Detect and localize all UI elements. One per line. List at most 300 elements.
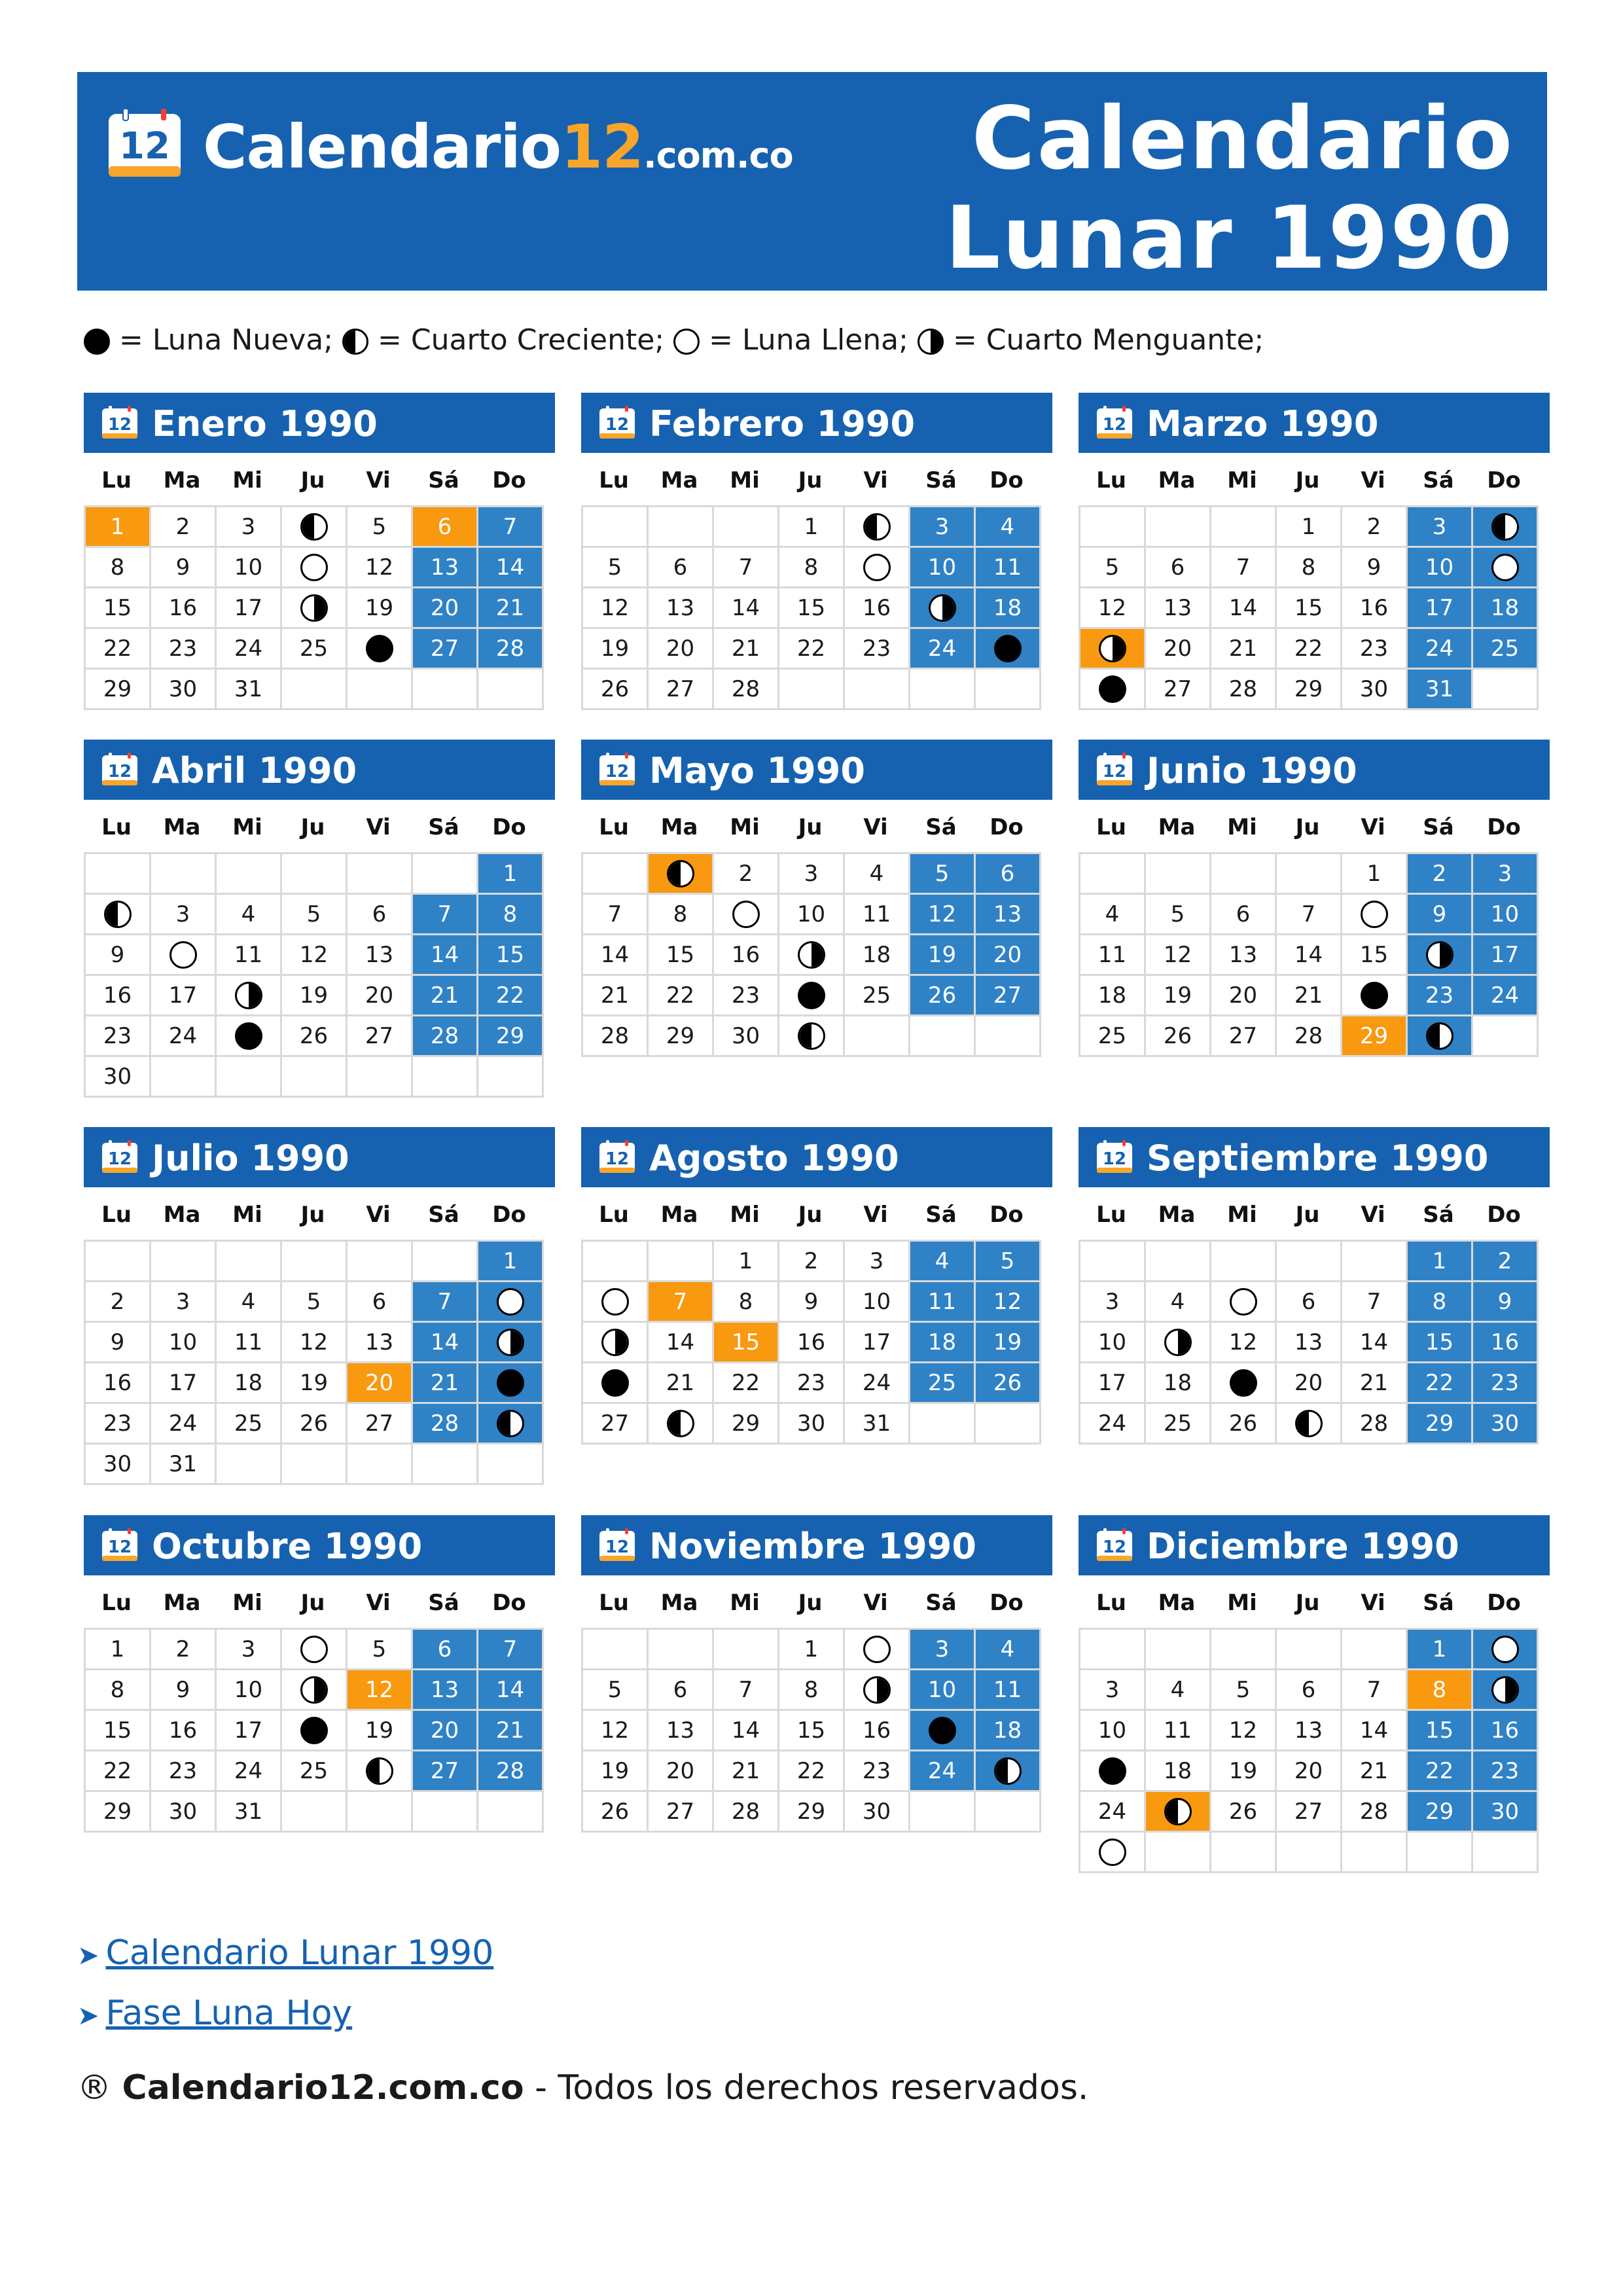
day-cell: [1146, 1363, 1211, 1404]
day-cell-moon-phase: [649, 1404, 714, 1444]
day-number: 21: [1359, 1369, 1389, 1396]
day-cell-moon-phase: [845, 548, 910, 588]
day-cell: [583, 548, 649, 588]
day-number: 13: [993, 901, 1022, 927]
weekday-label: Ju: [300, 1202, 325, 1228]
month-header: [84, 1127, 555, 1187]
day-cell: [583, 588, 649, 629]
link-calendario-lunar[interactable]: Calendario Lunar 1990: [105, 1933, 494, 1973]
day-cell: [151, 1016, 217, 1057]
legend-first-quarter: = Cuarto Creciente;: [378, 323, 665, 357]
empty-day-cell: [1473, 670, 1539, 710]
empty-day-cell: [478, 1444, 544, 1485]
day-cell: [1211, 976, 1277, 1016]
day-cell: [1080, 1404, 1146, 1444]
day-cell-moon-phase: [1211, 1363, 1277, 1404]
weekday-label: Mi: [1227, 814, 1257, 840]
day-number: 30: [1490, 1410, 1520, 1437]
day-cell: [282, 629, 348, 670]
day-cell: [845, 1751, 910, 1792]
day-cell: [845, 895, 910, 935]
weekday-label: Ma: [163, 1590, 201, 1616]
empty-day-cell: [413, 1057, 478, 1098]
full-moon-icon: [673, 329, 700, 355]
day-cell-moon-phase: [1146, 1323, 1211, 1363]
day-number: 9: [175, 554, 190, 581]
day-number: 3: [241, 1636, 256, 1662]
logo-badge-number: 12: [119, 125, 170, 168]
weekday-label: Ju: [798, 1202, 823, 1228]
day-cell-moon-phase: [1473, 548, 1539, 588]
day-cell-moon-phase: [1080, 629, 1146, 670]
empty-day-cell: [1342, 1630, 1408, 1670]
empty-day-cell: [583, 854, 649, 895]
day-number: 13: [666, 1717, 695, 1744]
weekday-label: Do: [1487, 1202, 1521, 1228]
day-number: 1: [738, 1247, 753, 1274]
day-cell-moon-phase: [1408, 1016, 1473, 1057]
weekday-label: Ma: [163, 1202, 201, 1228]
day-cell: [1408, 895, 1473, 935]
day-number: 5: [372, 513, 387, 540]
weekday-label: Sá: [1423, 814, 1454, 840]
day-number: 30: [1359, 675, 1389, 702]
day-number: 8: [110, 554, 125, 581]
day-cell: [1473, 629, 1539, 670]
day-number: 10: [1097, 1717, 1127, 1744]
month-title: Diciembre 1990: [1147, 1526, 1459, 1567]
day-cell: [86, 935, 151, 976]
first-quarter-moon-icon: [863, 513, 891, 541]
day-cell-moon-phase: [976, 1751, 1041, 1792]
day-number: 12: [1228, 1717, 1258, 1744]
day-cell: [1277, 976, 1342, 1016]
day-number: 17: [234, 594, 263, 621]
weekday-label: Sá: [1423, 1590, 1454, 1616]
day-number: 2: [804, 1247, 819, 1274]
month-title: Julio 1990: [152, 1138, 349, 1179]
day-cell: [86, 1792, 151, 1833]
day-number: 20: [430, 1717, 459, 1744]
day-number: 29: [666, 1022, 695, 1049]
day-cell: [86, 1711, 151, 1751]
day-number: 24: [1097, 1798, 1127, 1825]
day-cell: [845, 1792, 910, 1833]
day-cell: [478, 935, 544, 976]
day-number: 11: [993, 554, 1022, 581]
day-cell: [976, 1242, 1041, 1282]
weekday-label: Vi: [1361, 814, 1385, 840]
empty-day-cell: [348, 854, 413, 895]
month-calendar: [1079, 1515, 1550, 1873]
day-cell: [1408, 1242, 1473, 1282]
day-cell: [86, 1751, 151, 1792]
calendar-icon: [598, 1140, 636, 1174]
day-number: 31: [234, 1798, 263, 1825]
day-cell: [151, 588, 217, 629]
day-cell: [1342, 1792, 1408, 1833]
day-number: 26: [600, 1798, 630, 1825]
day-number: 23: [1490, 1757, 1520, 1784]
day-cell: [976, 854, 1041, 895]
day-grid: [1079, 1628, 1539, 1873]
month-header: [581, 740, 1052, 800]
day-cell: [348, 1630, 413, 1670]
day-grid: [581, 1240, 1041, 1444]
day-number: 14: [430, 941, 459, 968]
empty-day-cell: [649, 507, 714, 548]
day-cell: [1080, 588, 1146, 629]
day-cell-moon-phase: [1080, 1833, 1146, 1873]
day-cell: [1342, 1282, 1408, 1323]
day-cell: [845, 854, 910, 895]
day-cell: [151, 1282, 217, 1323]
day-cell: [86, 588, 151, 629]
day-number: 14: [1359, 1329, 1389, 1355]
empty-day-cell: [779, 670, 845, 710]
empty-day-cell: [845, 670, 910, 710]
empty-day-cell: [1211, 507, 1277, 548]
day-cell: [649, 1711, 714, 1751]
day-number: 21: [495, 594, 525, 621]
new-moon-icon: [300, 1717, 328, 1744]
day-number: 18: [1163, 1757, 1192, 1784]
weekday-label: Vi: [863, 814, 888, 840]
day-number: 7: [437, 901, 452, 927]
weekday-label: Vi: [863, 1202, 888, 1228]
last-quarter-moon-icon: [798, 941, 825, 969]
day-cell: [282, 1363, 348, 1404]
day-number: 27: [365, 1410, 394, 1437]
day-number: 3: [1105, 1676, 1120, 1703]
full-moon-icon: [300, 1636, 328, 1663]
day-cell: [1277, 1363, 1342, 1404]
day-number: 15: [1425, 1329, 1454, 1355]
day-number: 19: [1228, 1757, 1258, 1784]
empty-day-cell: [86, 1242, 151, 1282]
day-cell: [348, 1323, 413, 1363]
day-cell-moon-phase: [1146, 1792, 1211, 1833]
day-cell: [282, 1016, 348, 1057]
day-cell-moon-phase: [583, 1323, 649, 1363]
day-cell: [714, 670, 779, 710]
day-cell: [1342, 935, 1408, 976]
day-cell: [649, 1363, 714, 1404]
empty-day-cell: [1277, 1833, 1342, 1873]
day-cell: [910, 548, 976, 588]
day-number: 5: [1170, 901, 1185, 927]
link-fase-luna-hoy[interactable]: Fase Luna Hoy: [105, 1994, 353, 2033]
day-cell: [714, 1792, 779, 1833]
day-cell: [845, 1323, 910, 1363]
day-grid: [84, 1240, 544, 1485]
day-number: 20: [430, 594, 459, 621]
weekday-label: Ju: [300, 1590, 325, 1616]
day-cell: [478, 1630, 544, 1670]
day-number: 13: [430, 1676, 459, 1703]
day-cell: [714, 1670, 779, 1711]
empty-day-cell: [910, 670, 976, 710]
day-number: 16: [1490, 1717, 1520, 1744]
day-cell: [910, 1670, 976, 1711]
month-title: Febrero 1990: [649, 403, 916, 444]
day-cell-moon-phase: [478, 1363, 544, 1404]
day-number: 20: [1228, 982, 1258, 1009]
weekday-label: Vi: [366, 814, 391, 840]
day-cell-moon-phase: [1473, 507, 1539, 548]
day-number: 16: [103, 1369, 132, 1396]
day-cell: [1473, 854, 1539, 895]
day-number: 3: [175, 901, 190, 927]
day-cell-moon-phase: [1211, 1282, 1277, 1323]
day-number: 28: [1228, 675, 1258, 702]
day-cell: [583, 1711, 649, 1751]
day-number: 6: [1000, 860, 1015, 887]
day-number: 24: [234, 635, 263, 662]
day-cell: [1408, 1404, 1473, 1444]
day-number: 6: [1301, 1676, 1316, 1703]
empty-day-cell: [413, 1792, 478, 1833]
weekday-label: Do: [990, 1590, 1024, 1616]
day-number: 15: [666, 941, 695, 968]
title-line-1: Calendario: [971, 88, 1514, 189]
day-cell: [1277, 935, 1342, 976]
day-number: 14: [731, 594, 760, 621]
month-title: Noviembre 1990: [649, 1526, 976, 1567]
day-number: 10: [1425, 554, 1454, 581]
day-number: 7: [673, 1288, 688, 1315]
empty-day-cell: [1473, 1833, 1539, 1873]
day-number: 20: [365, 1369, 394, 1396]
weekday-header-row: [581, 1190, 1052, 1240]
day-cell: [217, 1630, 282, 1670]
day-cell: [1408, 854, 1473, 895]
day-grid: [1079, 852, 1539, 1057]
day-cell: [910, 1323, 976, 1363]
day-cell: [845, 1404, 910, 1444]
new-moon-icon: [235, 1022, 262, 1050]
month-calendar: [581, 1127, 1052, 1444]
month-calendar: [1079, 393, 1550, 710]
day-cell: [151, 976, 217, 1016]
day-number: 18: [927, 1329, 957, 1355]
day-cell: [86, 1016, 151, 1057]
day-cell: [583, 1016, 649, 1057]
month-calendar: [581, 393, 1052, 710]
empty-day-cell: [1080, 1242, 1146, 1282]
weekday-label: Vi: [863, 1590, 888, 1616]
day-cell: [649, 1016, 714, 1057]
day-cell: [649, 629, 714, 670]
day-number: 8: [673, 901, 688, 927]
weekday-label: Lu: [1096, 1202, 1126, 1228]
calendar-icon: [101, 1528, 139, 1562]
weekday-label: Sá: [428, 814, 459, 840]
empty-day-cell: [976, 1792, 1041, 1833]
day-number: 8: [1432, 1288, 1447, 1315]
svg-text:12: 12: [107, 1149, 132, 1169]
empty-day-cell: [151, 854, 217, 895]
new-moon-icon: [497, 1369, 524, 1397]
day-number: 14: [666, 1329, 695, 1355]
day-cell: [779, 854, 845, 895]
day-cell: [217, 1670, 282, 1711]
weekday-label: Sá: [925, 467, 957, 493]
empty-day-cell: [217, 854, 282, 895]
day-number: 22: [666, 982, 695, 1009]
month-header: [581, 1515, 1052, 1575]
day-number: 25: [1490, 635, 1520, 662]
new-moon-icon: [1361, 982, 1388, 1009]
day-number: 28: [1359, 1410, 1389, 1437]
day-cell: [779, 1711, 845, 1751]
day-number: 27: [993, 982, 1022, 1009]
full-moon-icon: [169, 941, 197, 969]
day-cell: [217, 1363, 282, 1404]
day-number: 16: [168, 594, 198, 621]
day-number: 29: [1425, 1798, 1454, 1825]
day-cell: [413, 1630, 478, 1670]
full-moon-icon: [601, 1288, 629, 1316]
day-cell: [151, 895, 217, 935]
weekday-label: Do: [1487, 1590, 1521, 1616]
day-number: 21: [1228, 635, 1258, 662]
month-calendar: [84, 393, 555, 710]
empty-day-cell: [1080, 854, 1146, 895]
day-cell: [86, 1630, 151, 1670]
day-cell: [1146, 1404, 1211, 1444]
day-cell: [1211, 1016, 1277, 1057]
day-number: 2: [1366, 513, 1382, 540]
day-cell: [779, 1630, 845, 1670]
day-number: 10: [234, 554, 263, 581]
day-cell-moon-phase: [1342, 976, 1408, 1016]
full-moon-icon: [732, 901, 760, 928]
first-quarter-moon-icon: [1164, 1798, 1192, 1825]
day-number: 27: [600, 1410, 630, 1437]
day-cell: [714, 1242, 779, 1282]
day-number: 3: [935, 1636, 950, 1662]
day-number: 20: [993, 941, 1022, 968]
weekday-label: Vi: [366, 1202, 391, 1228]
day-number: 24: [168, 1410, 198, 1437]
calendar-icon: [1096, 1528, 1133, 1562]
day-number: 15: [495, 941, 525, 968]
day-cell: [649, 1282, 714, 1323]
first-quarter-moon-icon: [1295, 1410, 1323, 1437]
day-number: 26: [299, 1022, 329, 1049]
day-number: 25: [862, 982, 891, 1009]
empty-day-cell: [282, 1057, 348, 1098]
day-number: 29: [1425, 1410, 1454, 1437]
day-number: 22: [1425, 1369, 1454, 1396]
new-moon-icon: [994, 635, 1022, 662]
weekday-label: Lu: [599, 1202, 629, 1228]
day-cell: [714, 1751, 779, 1792]
weekday-label: Vi: [1361, 467, 1385, 493]
day-number: 26: [1228, 1798, 1258, 1825]
day-cell: [1342, 670, 1408, 710]
weekday-header-row: [84, 1578, 555, 1628]
day-grid: [1079, 1240, 1539, 1444]
day-cell: [910, 1630, 976, 1670]
day-cell: [1342, 854, 1408, 895]
day-number: 3: [869, 1247, 884, 1274]
day-number: 22: [103, 1757, 132, 1784]
calendar-icon: [101, 406, 139, 440]
day-number: 3: [1105, 1288, 1120, 1315]
month-calendar: [581, 740, 1052, 1057]
day-cell: [217, 1282, 282, 1323]
day-number: 17: [168, 1369, 198, 1396]
month-title: Agosto 1990: [649, 1138, 899, 1179]
calendar-icon: [101, 1140, 139, 1174]
day-cell: [779, 629, 845, 670]
day-number: 18: [862, 941, 891, 968]
day-number: 29: [796, 1798, 826, 1825]
day-cell: [151, 507, 217, 548]
day-number: 10: [927, 554, 957, 581]
day-number: 10: [1490, 901, 1520, 927]
day-cell: [1277, 548, 1342, 588]
day-cell: [478, 1242, 544, 1282]
day-cell: [845, 1242, 910, 1282]
svg-text:12: 12: [1102, 1149, 1127, 1169]
day-cell: [1277, 588, 1342, 629]
day-number: 8: [1432, 1676, 1447, 1703]
day-cell: [1342, 1363, 1408, 1404]
day-number: 19: [927, 941, 957, 968]
month-header: [1079, 393, 1550, 453]
day-cell: [86, 1282, 151, 1323]
day-number: 13: [1294, 1329, 1323, 1355]
new-moon-icon: [601, 1369, 629, 1397]
day-number: 26: [299, 1410, 329, 1437]
day-cell: [779, 1363, 845, 1404]
day-cell: [1408, 588, 1473, 629]
day-cell: [779, 588, 845, 629]
day-number: 17: [1097, 1369, 1127, 1396]
day-number: 27: [1228, 1022, 1258, 1049]
day-number: 18: [234, 1369, 263, 1396]
day-number: 9: [1497, 1288, 1512, 1315]
empty-day-cell: [583, 507, 649, 548]
day-cell: [583, 976, 649, 1016]
day-number: 11: [234, 941, 263, 968]
day-cell: [583, 1751, 649, 1792]
weekday-label: Do: [492, 814, 526, 840]
moon-phase-legend: [84, 321, 1264, 360]
day-number: 10: [862, 1288, 891, 1315]
link-row: [77, 1923, 493, 1983]
day-number: 15: [731, 1329, 760, 1355]
day-cell: [1211, 1404, 1277, 1444]
site-logo[interactable]: [203, 111, 793, 183]
day-number: 23: [796, 1369, 826, 1396]
day-number: 6: [372, 1288, 387, 1315]
day-number: 21: [1294, 982, 1323, 1009]
day-cell: [282, 1751, 348, 1792]
day-number: 23: [168, 1757, 198, 1784]
day-cell: [478, 1711, 544, 1751]
day-number: 13: [365, 941, 394, 968]
weekday-label: Lu: [101, 1202, 132, 1228]
day-cell: [413, 1751, 478, 1792]
day-number: 22: [731, 1369, 760, 1396]
day-cell: [1277, 1016, 1342, 1057]
day-number: 28: [1294, 1022, 1323, 1049]
day-cell: [151, 1751, 217, 1792]
